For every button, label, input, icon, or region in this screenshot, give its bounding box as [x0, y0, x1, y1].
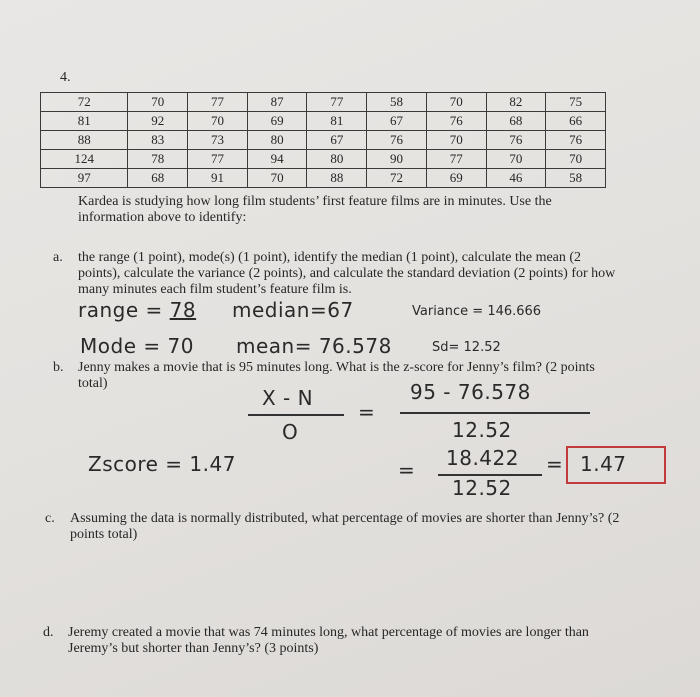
- table-cell: 77: [188, 150, 248, 169]
- table-cell: 87: [247, 93, 307, 112]
- table-row: [41, 93, 606, 112]
- table-cell: 81: [41, 112, 128, 131]
- table-cell: 88: [41, 131, 128, 150]
- substitution-denominator: 12.52: [452, 418, 512, 442]
- handwritten-mean: mean= 76.578: [236, 334, 392, 358]
- table-cell: 72: [367, 169, 427, 188]
- part-b-text: Jenny makes a movie that is 95 minutes long. What is the z-score for Jenny’s film? (2 points total): [78, 360, 595, 391]
- table-cell: 66: [546, 112, 606, 131]
- table-cell: 80: [247, 131, 307, 150]
- boxed-answer: 1.47: [580, 452, 627, 476]
- table-cell: 76: [426, 112, 486, 131]
- zscore-note: Zscore = 1.47: [88, 452, 236, 476]
- table-cell: 70: [546, 150, 606, 169]
- table-cell: 77: [307, 93, 367, 112]
- part-b: [53, 360, 618, 392]
- handwritten-variance: Variance = 146.666: [412, 304, 542, 319]
- table-row: [41, 169, 606, 188]
- table-cell: 70: [247, 169, 307, 188]
- part-d: [43, 625, 638, 657]
- range-value: 78: [169, 298, 197, 322]
- part-a: [53, 250, 618, 298]
- formula-numerator: X - N: [262, 386, 314, 410]
- table-cell: 68: [486, 112, 546, 131]
- table-cell: 70: [486, 150, 546, 169]
- table-row: [41, 150, 606, 169]
- table-cell: 67: [367, 112, 427, 131]
- table-cell: 69: [426, 169, 486, 188]
- table-cell: 81: [307, 112, 367, 131]
- part-c-text: Assuming the data is normally distributed, what percentage of movies are shorter than Jenny’s? (2 points total): [70, 511, 620, 542]
- table-cell: 76: [367, 131, 427, 150]
- result-denominator: 12.52: [452, 476, 512, 500]
- table-cell: 67: [307, 131, 367, 150]
- table-row: [41, 112, 606, 131]
- table-cell: 77: [188, 93, 248, 112]
- table-cell: 76: [486, 131, 546, 150]
- table-cell: 76: [546, 131, 606, 150]
- range-label: range =: [78, 298, 170, 322]
- table-cell: 78: [128, 150, 188, 169]
- table-row: [41, 131, 606, 150]
- result-numerator: 18.422: [446, 446, 519, 470]
- table-cell: 92: [128, 112, 188, 131]
- part-b-letter: b.: [53, 360, 64, 375]
- table-cell: 68: [128, 169, 188, 188]
- table-cell: 90: [367, 150, 427, 169]
- table-cell: 58: [367, 93, 427, 112]
- handwritten-mode: Mode = 70: [80, 334, 194, 358]
- table-cell: 77: [426, 150, 486, 169]
- table-cell: 97: [41, 169, 128, 188]
- table-cell: 72: [41, 93, 128, 112]
- table-cell: 75: [546, 93, 606, 112]
- table-cell: 70: [188, 112, 248, 131]
- table-cell: 94: [247, 150, 307, 169]
- substitution-numerator: 95 - 76.578: [410, 380, 531, 404]
- equals-sign-2: =: [398, 458, 416, 482]
- table-cell: 83: [128, 131, 188, 150]
- table-cell: 70: [426, 131, 486, 150]
- part-a-letter: a.: [53, 250, 63, 265]
- part-c-letter: c.: [45, 511, 55, 526]
- formula-denominator: O: [282, 420, 299, 444]
- table-cell: 69: [247, 112, 307, 131]
- handwritten-range: [78, 298, 196, 322]
- part-c: [45, 511, 630, 543]
- equals-sign-3: =: [546, 452, 564, 476]
- table-cell: 58: [546, 169, 606, 188]
- table-cell: 82: [486, 93, 546, 112]
- table-cell: 46: [486, 169, 546, 188]
- table-cell: 88: [307, 169, 367, 188]
- table-cell: 73: [188, 131, 248, 150]
- handwritten-median: median=67: [232, 298, 354, 322]
- table-cell: 70: [426, 93, 486, 112]
- equals-sign-1: =: [358, 400, 376, 424]
- part-d-letter: d.: [43, 625, 54, 640]
- table-cell: 70: [128, 93, 188, 112]
- table-cell: 124: [41, 150, 128, 169]
- substitution-fraction-line: [400, 412, 590, 414]
- handwritten-sd: Sd= 12.52: [432, 340, 501, 355]
- formula-fraction-line: [248, 414, 344, 416]
- part-a-text: the range (1 point), mode(s) (1 point), identify the median (1 point), calculate the mean (2 points), calculate the variance (2 points), and calculate the standard deviation (2 points) for how many minutes each film student’s feature film is.: [78, 250, 616, 297]
- question-number: 4.: [60, 70, 71, 85]
- intro-text: Kardea is studying how long film students’ first feature films are in minutes. Use the information above to identify:: [78, 194, 552, 225]
- part-d-text: Jeremy created a movie that was 74 minutes long, what percentage of movies are longer than Jeremy’s but shorter than Jenny’s? (3 points): [68, 625, 589, 656]
- table-cell: 80: [307, 150, 367, 169]
- data-table: [40, 92, 606, 188]
- table-cell: 91: [188, 169, 248, 188]
